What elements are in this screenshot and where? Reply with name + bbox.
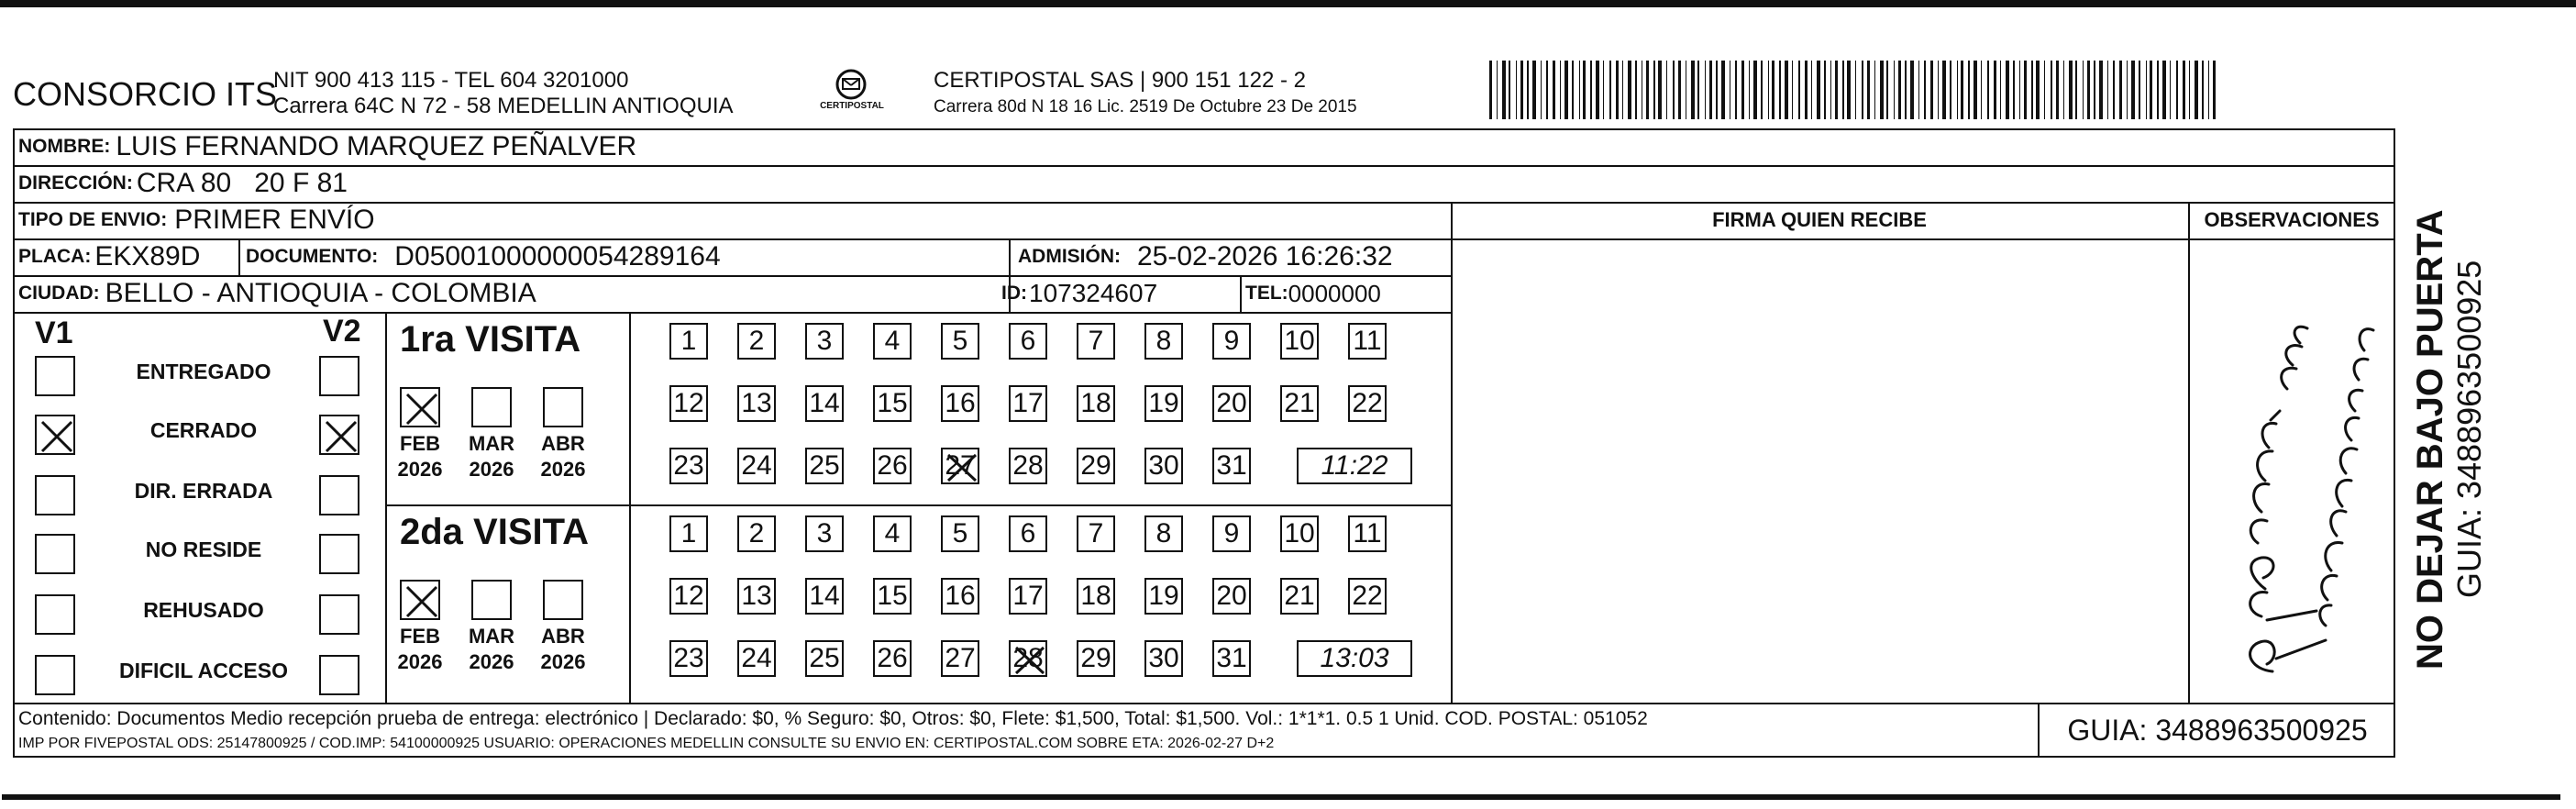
- day-box[interactable]: 7: [1077, 323, 1115, 360]
- admission-label: ADMISIÓN:: [1018, 246, 1121, 267]
- status-label: DIR. ERRADA: [134, 479, 273, 503]
- observations-header: OBSERVACIONES: [2204, 208, 2380, 231]
- day-box[interactable]: 1: [669, 323, 708, 360]
- day-box[interactable]: 30: [1144, 448, 1183, 484]
- signature-header: FIRMA QUIEN RECIBE: [1712, 208, 1927, 231]
- company-name: CONSORCIO ITS: [13, 75, 278, 113]
- status-label: ENTREGADO: [136, 360, 271, 383]
- city-cell: [18, 275, 536, 312]
- day-box[interactable]: 6: [1009, 515, 1047, 552]
- day-box[interactable]: 2: [737, 323, 776, 360]
- status-label: DIFICIL ACCESO: [118, 659, 288, 682]
- tel-number: 0000000: [1288, 279, 1381, 307]
- company-nit: NIT 900 413 115 - TEL 604 3201000: [273, 68, 629, 93]
- document-cell: [246, 238, 721, 275]
- id-cell: [1001, 275, 1157, 312]
- day-box[interactable]: 28: [1009, 640, 1047, 677]
- day-box[interactable]: 9: [1212, 323, 1251, 360]
- admission-date: 25-02-2026 16:26:32: [1137, 241, 1393, 272]
- month-checkbox[interactable]: [400, 387, 440, 427]
- day-box[interactable]: 12: [669, 385, 708, 422]
- day-box[interactable]: 20: [1212, 578, 1251, 615]
- certipostal-logo: [813, 66, 890, 119]
- day-box[interactable]: 29: [1077, 640, 1115, 677]
- day-box[interactable]: 29: [1077, 448, 1115, 484]
- month-label: [531, 431, 595, 482]
- day-box[interactable]: 19: [1144, 385, 1183, 422]
- month-label: [531, 624, 595, 675]
- day-box[interactable]: 25: [805, 448, 844, 484]
- day-box[interactable]: 6: [1009, 323, 1047, 360]
- day-box[interactable]: 11: [1348, 515, 1387, 552]
- day-box[interactable]: 23: [669, 448, 708, 484]
- day-box[interactable]: 26: [873, 640, 912, 677]
- month-year: 2026: [469, 650, 514, 673]
- v2-checkbox[interactable]: [319, 356, 359, 396]
- side-guia: GUIA: 3488963500925: [2450, 260, 2488, 598]
- day-box[interactable]: 31: [1212, 448, 1251, 484]
- day-box[interactable]: 3: [805, 323, 844, 360]
- city-label: CIUDAD:: [18, 283, 100, 304]
- id-label: ID:: [1001, 283, 1027, 304]
- address-row: [18, 165, 348, 202]
- recipient-address: CRA 80 20 F 81: [136, 168, 348, 198]
- id-number: 107324607: [1029, 279, 1158, 307]
- day-box[interactable]: 3: [805, 515, 844, 552]
- v1-label: V1: [35, 316, 73, 350]
- document-number: D05001000000054289164: [394, 241, 721, 272]
- day-box[interactable]: 22: [1348, 578, 1387, 615]
- day-box[interactable]: 4: [873, 323, 912, 360]
- visit-title: 2da VISITA: [400, 512, 589, 552]
- day-box[interactable]: 28: [1009, 448, 1047, 484]
- day-box[interactable]: 24: [737, 448, 776, 484]
- day-box[interactable]: 18: [1077, 578, 1115, 615]
- day-box[interactable]: 11: [1348, 323, 1387, 360]
- footer-print-info: IMP POR FIVEPOSTAL ODS: 25147800925 / COD.IMP: 54100000925 USUARIO: OPERACIONES MEDELLIN CONSULTE SU ENVIO EN: CERTIPOSTAL.COM SOBRE ETA: 2026-02-27 D+2: [18, 736, 1275, 751]
- month-label: [459, 431, 524, 482]
- month-checkbox[interactable]: [543, 387, 583, 427]
- month-year: 2026: [397, 650, 443, 673]
- shipping-row: [18, 202, 375, 238]
- v2-checkbox[interactable]: [319, 655, 359, 695]
- shipping-type: PRIMER ENVÍO: [174, 205, 375, 235]
- day-box[interactable]: 15: [873, 578, 912, 615]
- plate-label: PLACA:: [18, 246, 92, 267]
- day-box[interactable]: 13: [737, 578, 776, 615]
- carrier-address: Carrera 80d N 18 16 Lic. 2519 De Octubre 23 De 2015: [934, 97, 1357, 116]
- shipping-type-label: TIPO DE ENVIO:: [18, 209, 168, 230]
- company-address: Carrera 64C N 72 - 58 MEDELLIN ANTIOQUIA: [273, 94, 734, 118]
- day-box[interactable]: 15: [873, 385, 912, 422]
- v1-checkbox[interactable]: [35, 415, 75, 455]
- tel-cell: [1245, 275, 1381, 312]
- day-box[interactable]: 16: [941, 385, 979, 422]
- day-box[interactable]: 21: [1280, 578, 1319, 615]
- day-box[interactable]: 5: [941, 515, 979, 552]
- plate: EKX89D: [94, 241, 201, 272]
- month-name: ABR: [541, 432, 585, 455]
- footer-guia: GUIA: 3488963500925: [2067, 713, 2368, 747]
- bottom-border: [2, 794, 2560, 800]
- v2-label: V2: [323, 314, 361, 349]
- logo-text: CERTIPOSTAL: [820, 101, 884, 111]
- recipient-name: LUIS FERNANDO MARQUEZ PEÑALVER: [116, 131, 637, 161]
- plate-cell: [18, 238, 200, 275]
- day-box[interactable]: 22: [1348, 385, 1387, 422]
- status-label: REHUSADO: [143, 598, 264, 622]
- day-box[interactable]: 19: [1144, 578, 1183, 615]
- day-box[interactable]: 27: [941, 640, 979, 677]
- month-label: [388, 624, 452, 675]
- v1-checkbox[interactable]: [35, 655, 75, 695]
- day-box[interactable]: 24: [737, 640, 776, 677]
- month-name: MAR: [468, 625, 515, 648]
- v2-checkbox[interactable]: [319, 534, 359, 574]
- month-label: [459, 624, 524, 675]
- v1-checkbox[interactable]: [35, 594, 75, 635]
- barcode: [1489, 61, 2217, 119]
- day-box[interactable]: 25: [805, 640, 844, 677]
- month-checkbox[interactable]: [471, 387, 512, 427]
- v1-checkbox[interactable]: [35, 356, 75, 396]
- v1-checkbox[interactable]: [35, 475, 75, 515]
- v2-checkbox[interactable]: [319, 475, 359, 515]
- visit-title: 1ra VISITA: [400, 319, 581, 360]
- status-label: NO RESIDE: [145, 537, 262, 561]
- v1-checkbox[interactable]: [35, 534, 75, 574]
- month-name: FEB: [400, 432, 440, 455]
- day-box[interactable]: 8: [1144, 515, 1183, 552]
- carrier-name: CERTIPOSTAL SAS | 900 151 122 - 2: [934, 68, 1306, 93]
- v2-checkbox[interactable]: [319, 594, 359, 635]
- day-box[interactable]: 5: [941, 323, 979, 360]
- day-box[interactable]: 17: [1009, 578, 1047, 615]
- month-checkbox[interactable]: [400, 580, 440, 620]
- day-box[interactable]: 12: [669, 578, 708, 615]
- month-year: 2026: [540, 650, 586, 673]
- document-label: DOCUMENTO:: [246, 246, 379, 267]
- day-box[interactable]: 30: [1144, 640, 1183, 677]
- month-year: 2026: [540, 458, 586, 481]
- visit-time: 11:22: [1297, 448, 1412, 484]
- status-label: CERRADO: [149, 418, 258, 442]
- side-warning: NO DEJAR BAJO PUERTA: [2410, 209, 2450, 670]
- month-year: 2026: [397, 458, 443, 481]
- day-box[interactable]: 21: [1280, 385, 1319, 422]
- month-checkbox[interactable]: [543, 580, 583, 620]
- day-box[interactable]: 8: [1144, 323, 1183, 360]
- name-row: [18, 128, 636, 165]
- day-box[interactable]: 13: [737, 385, 776, 422]
- day-box[interactable]: 17: [1009, 385, 1047, 422]
- month-name: FEB: [400, 625, 440, 648]
- tel-label: TEL:: [1245, 283, 1288, 304]
- footer-content: Contenido: Documentos Medio recepción prueba de entrega: electrónico | Declarado: $0, % Seguro: $0, Otros: $0, Flete: $1,500, Total: $1,500. Vol.: 1*1*1. 0.5 1 Unid. COD. POSTAL: 051052: [18, 708, 1648, 729]
- day-box[interactable]: 23: [669, 640, 708, 677]
- month-checkbox[interactable]: [471, 580, 512, 620]
- day-box[interactable]: 31: [1212, 640, 1251, 677]
- day-box[interactable]: 1: [669, 515, 708, 552]
- address-label: DIRECCIÓN:: [18, 172, 133, 194]
- day-box[interactable]: 14: [805, 578, 844, 615]
- month-name: MAR: [468, 432, 515, 455]
- month-name: ABR: [541, 625, 585, 648]
- day-box[interactable]: 10: [1280, 515, 1319, 552]
- day-box[interactable]: 26: [873, 448, 912, 484]
- visit-time: 13:03: [1297, 640, 1412, 677]
- day-box[interactable]: 16: [941, 578, 979, 615]
- name-label: NOMBRE:: [18, 136, 111, 157]
- handwritten-note: [2188, 240, 2395, 703]
- day-box[interactable]: 14: [805, 385, 844, 422]
- v2-checkbox[interactable]: [319, 415, 359, 455]
- top-border: [0, 0, 2576, 11]
- day-box[interactable]: 20: [1212, 385, 1251, 422]
- month-label: [388, 431, 452, 482]
- day-box[interactable]: 9: [1212, 515, 1251, 552]
- day-box[interactable]: 10: [1280, 323, 1319, 360]
- day-box[interactable]: 7: [1077, 515, 1115, 552]
- day-box[interactable]: 27: [941, 448, 979, 484]
- admission-cell: [1018, 238, 1393, 275]
- day-box[interactable]: 18: [1077, 385, 1115, 422]
- month-year: 2026: [469, 458, 514, 481]
- day-box[interactable]: 4: [873, 515, 912, 552]
- city: BELLO - ANTIOQUIA - COLOMBIA: [105, 278, 536, 308]
- day-box[interactable]: 2: [737, 515, 776, 552]
